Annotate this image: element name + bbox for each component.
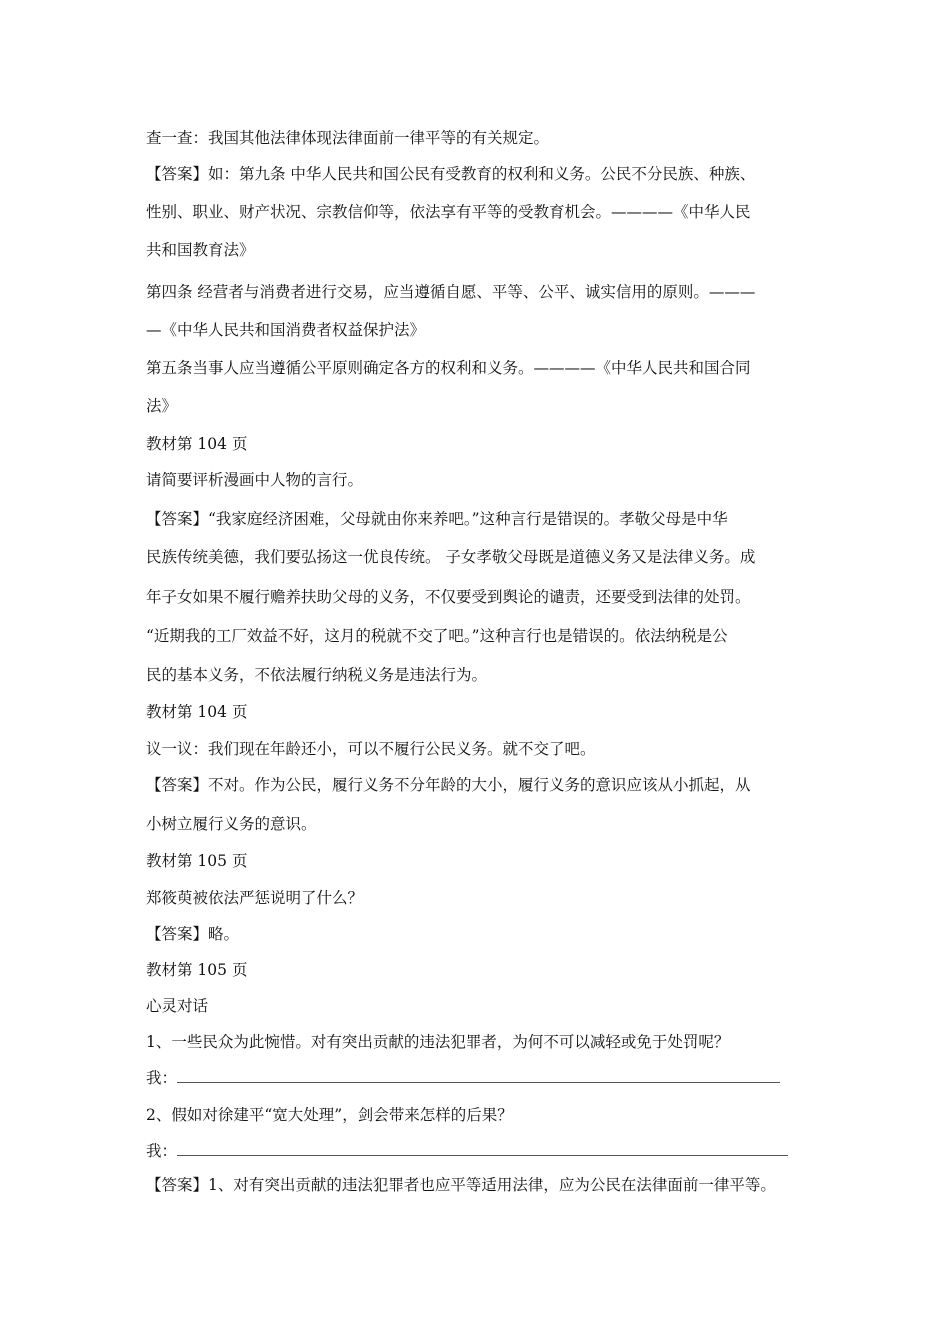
question-line: 2、假如对徐建平“宽大处理”，剑会带来怎样的后果？ [146,1106,513,1124]
section-heading: 教材第 104 页 [146,703,248,721]
question-line: 请简要评析漫画中人物的言行。 [146,471,364,489]
answer-blank-line[interactable] [177,1141,788,1156]
text-line: 年子女如果不履行赡养扶助父母的义务，不仅要受到舆论的谴责，还要受到法律的处罚。 [146,588,751,606]
question-line: 议一议：我们现在年龄还小，可以不履行公民义务。就不交了吧。 [146,740,596,758]
text-line: 【答案】1、对有突出贡献的违法犯罪者也应平等适用法律，应为公民在法律面前一律平等。 [146,1176,776,1194]
text-line: 民族传统美德，我们要弘扬这一优良传统。 子女孝敬父母既是道德义务又是法律义务。成 [146,548,756,566]
text-line: 第五条当事人应当遵循公平原则确定各方的权利和义务。————《中华人民共和国合同 [146,359,751,377]
answer-prompt [146,1067,780,1089]
answer-blank-line[interactable] [177,1068,780,1083]
section-heading: 教材第 105 页 [146,961,248,979]
text-line: 法》 [146,397,178,415]
text-line: 【答案】不对。作为公民，履行义务不分年龄的大小，履行义务的意识应该从小抓起，从 [146,776,751,794]
question-line: 1、一些民众为此惋惜。对有突出贡献的违法犯罪者，为何不可以减轻或免于处罚呢？ [146,1033,730,1051]
text-line: 第四条 经营者与消费者进行交易，应当遵循自愿、平等、公平、诚实信用的原则。——— [146,283,756,301]
text-line: 【答案】略。 [146,925,240,943]
text-line: 民的基本义务，不依法履行纳税义务是违法行为。 [146,666,488,684]
section-heading: 心灵对话 [146,997,209,1015]
section-heading: 教材第 104 页 [146,435,248,453]
answer-prompt [146,1140,788,1162]
text-line: “近期我的工厂效益不好，这月的税就不交了吧。”这种言行也是错误的。依法纳税是公 [146,627,728,645]
text-line: 查一查：我国其他法律体现法律面前一律平等的有关规定。 [146,129,550,147]
text-line: 共和国教育法》 [146,241,255,259]
section-heading: 教材第 105 页 [146,852,248,870]
text-line: 性别、职业、财产状况、宗教信仰等，依法享有平等的受教育机会。————《中华人民 [146,203,751,221]
question-line: 郑筱萸被依法严惩说明了什么？ [146,889,364,907]
text-line: 小树立履行义务的意识。 [146,815,317,833]
text-line: 【答案】“我家庭经济困难，父母就由你来养吧。”这种言行是错误的。孝敬父母是中华 [146,510,728,528]
text-line: 【答案】如：第九条 中华人民共和国公民有受教育的权利和义务。公民不分民族、种族、 [146,165,756,183]
answer-prompt-label: 我： [146,1142,178,1160]
text-line: —《中华人民共和国消费者权益保护法》 [146,321,426,339]
answer-prompt-label: 我： [146,1069,178,1087]
